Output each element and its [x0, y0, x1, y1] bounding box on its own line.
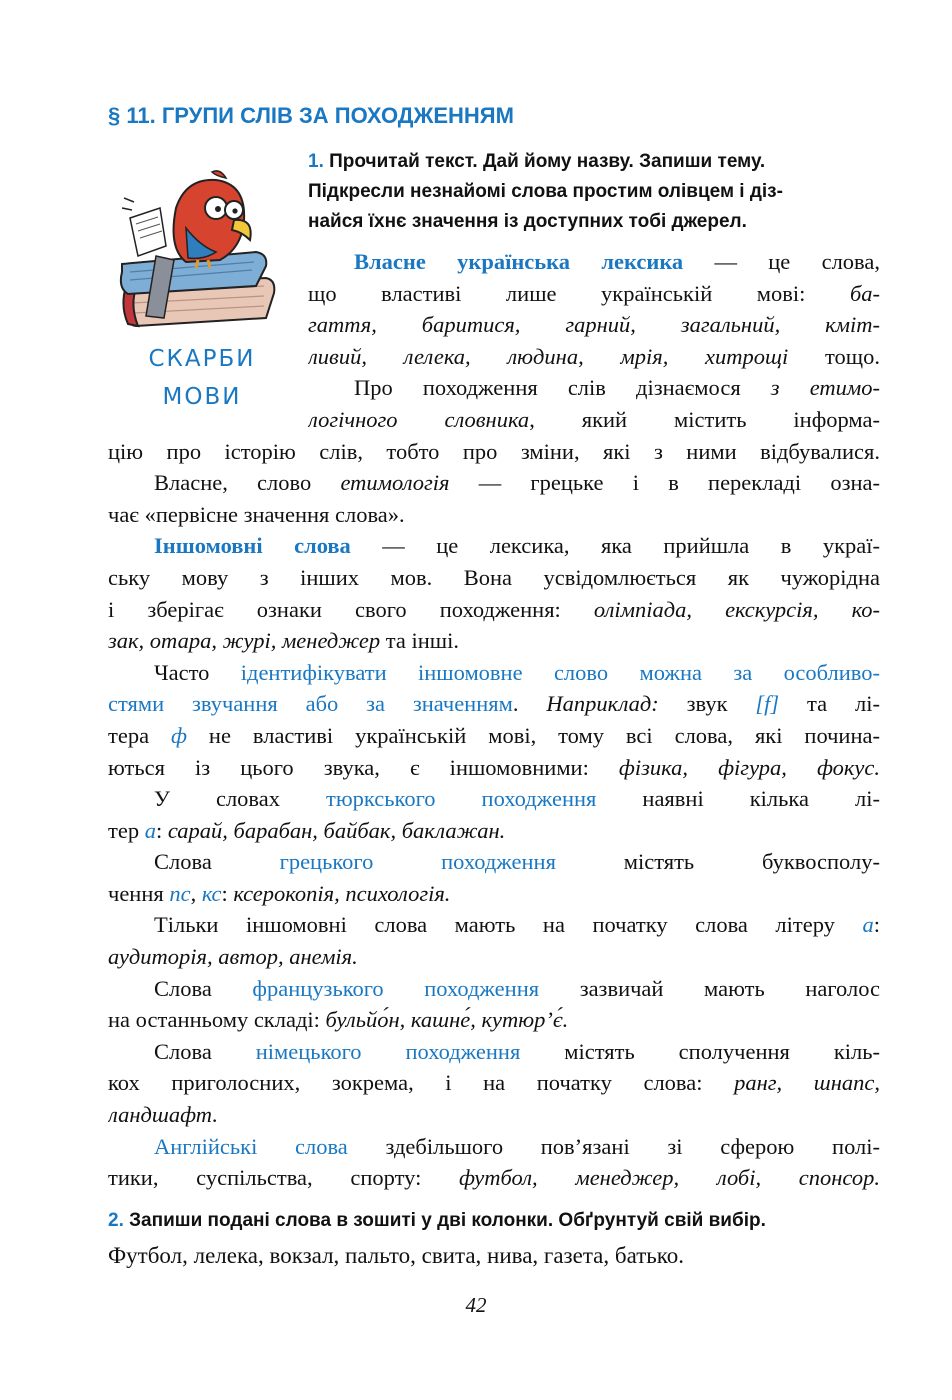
text-line: ську мову з інших мов. Вона усвідомлюється як чужорідна	[108, 564, 880, 590]
text-line: Слова грецького походження містять буквосполу-	[154, 849, 880, 875]
text-line: чає «первісне значення слова».	[108, 501, 405, 527]
text-line: Слова французького походження зазвичай мають наголос	[154, 975, 880, 1001]
text-line: чення пс, кс: ксерокопія, психологія.	[108, 880, 451, 906]
text-line: цію про історію слів, тобто про зміни, які з ними відбувалися.	[108, 438, 880, 464]
caption-line-1: СКАРБИ	[148, 346, 256, 372]
text-line: Тільки іншомовні слова мають на початку слова літеру а:	[154, 912, 880, 938]
text-line: тера ф не властиві українській мові, тому всі слова, які почина-	[108, 722, 880, 748]
text-line: Слова німецького походження містять сполучення кіль-	[154, 1038, 880, 1064]
task-1	[308, 147, 880, 237]
text-line: Часто ідентифікувати іншомовне слово можна за особливо-	[154, 659, 880, 685]
task-2	[108, 1207, 888, 1235]
task-1-number: 1.	[308, 151, 324, 172]
text-line: Англійські слова здебільшого пов’язані зі сферою полі-	[154, 1133, 880, 1159]
text-line: тер а: сарай, барабан, байбак, баклажан.	[108, 817, 506, 843]
task-1-line-2: Підкресли незнайомі слова простим олівцем і діз-	[308, 181, 783, 202]
text-line: стями звучання або за значенням. Наприклад: звук [f] та лі-	[108, 691, 880, 717]
text-line: Власне, слово етимологія — грецьке і в перекладі озна-	[154, 470, 880, 496]
text-line: ландшафт.	[108, 1102, 218, 1128]
text-line: на останньому складі: бульйо́н, кашне́, кутюр’є́.	[108, 1007, 569, 1033]
task-1-line-1: Прочитай текст. Дай йому назву. Запиши тему.	[329, 151, 766, 172]
text-line: У словах тюркського походження наявні кілька лі-	[154, 786, 880, 812]
text-line: що властиві лише українській мові: ба-	[308, 280, 880, 306]
text-line: тики, суспільства, спорту: футбол, менеджер, лобі, спонсор.	[108, 1165, 880, 1191]
main-text	[108, 246, 880, 1194]
text-line: Про походження слів дізнаємося з етимо-	[354, 375, 880, 401]
text-line: зак, отара, журі, менеджер та інші.	[108, 628, 459, 654]
text-line: кох приголосних, зокрема, і на початку слова: ранг, шнапс,	[108, 1070, 880, 1096]
section-heading: § 11. ГРУПИ СЛІВ ЗА ПОХОДЖЕННЯМ	[108, 103, 514, 128]
text-line: ливий, лелека, людина, мрія, хитрощі тощо.	[308, 343, 880, 369]
text-line: аудиторія, автор, анемія.	[108, 944, 358, 970]
text-line: Іншомовні слова — це лексика, яка прийшла в украї-	[154, 533, 880, 559]
text-line: логічного словника, який містить інформа-	[308, 406, 880, 432]
text-line: і зберігає ознаки свого походження: олімпіада, екскурсія, ко-	[108, 596, 880, 622]
text-line: ються із цього звука, є іншомовними: фізика, фігура, фокус.	[108, 754, 880, 780]
text-line: гаття, баритися, гарний, загальний, кміт-	[308, 312, 880, 338]
caption-line-2: МОВИ	[162, 384, 242, 410]
text-line: Власне українська лексика — це слова,	[354, 249, 880, 274]
task-1-line-3: найся їхнє значення із доступних тобі джерел.	[308, 211, 747, 232]
task-2-text: Запиши подані слова в зошиті у дві колонки. Обґрунтуй свій вибір.	[129, 1210, 766, 1231]
exercise-words: Футбол, лелека, вокзал, пальто, свита, нива, газета, батько.	[108, 1243, 684, 1268]
task-2-number: 2.	[108, 1210, 124, 1231]
page-number: 42	[465, 1293, 487, 1317]
